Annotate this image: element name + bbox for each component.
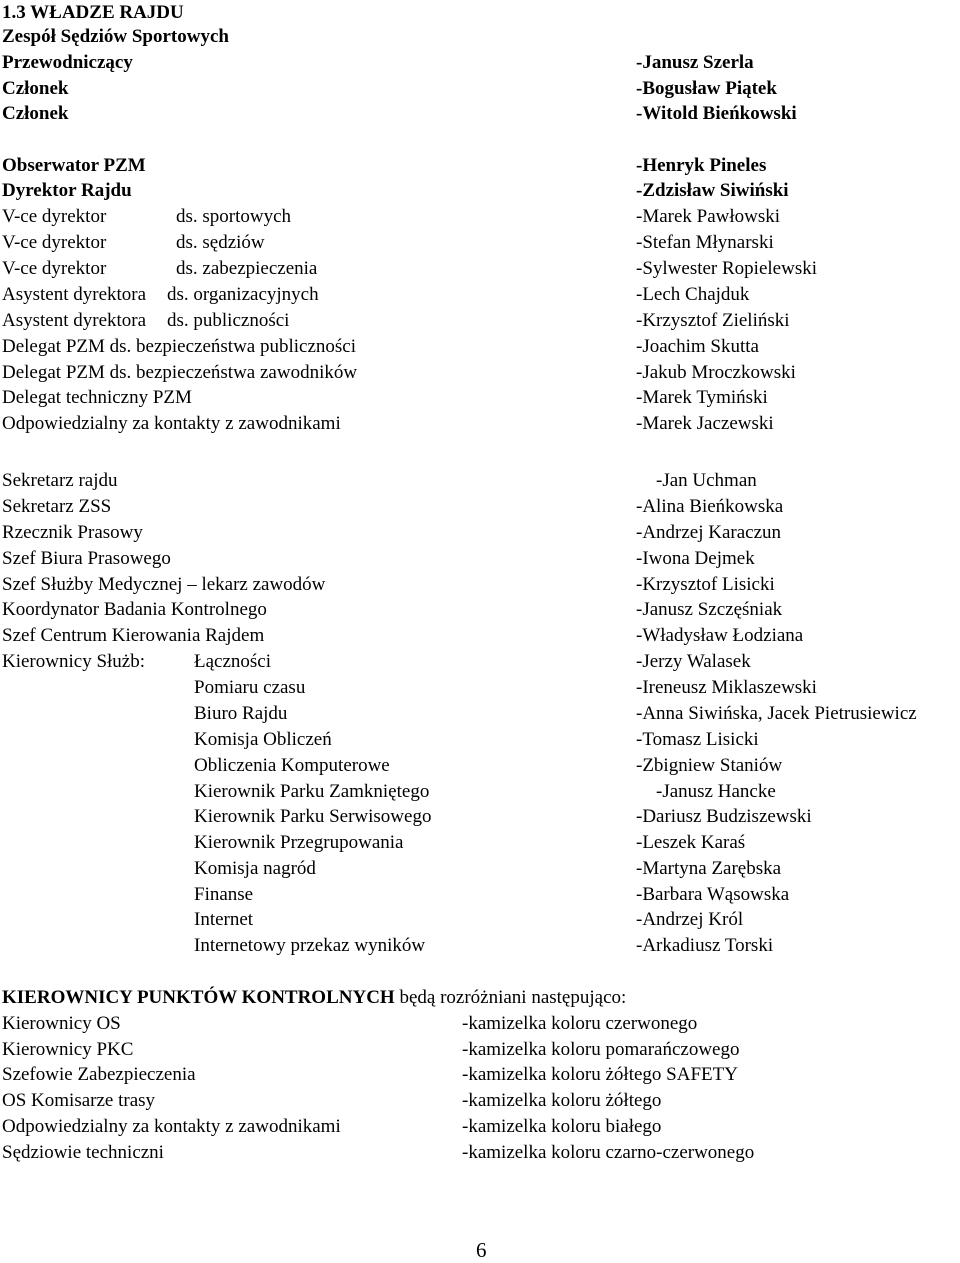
section-title: 1.3 WŁADZE RAJDU xyxy=(2,2,184,23)
judge-name: -Janusz Szerla xyxy=(636,52,754,73)
checkpoint-role: Kierownicy OS xyxy=(2,1013,121,1034)
official-row xyxy=(0,204,960,230)
service-row xyxy=(0,804,960,830)
checkpoints-heading-row xyxy=(0,985,960,1011)
official-row xyxy=(0,230,960,256)
official-role: Obserwator PZM xyxy=(2,155,146,176)
official-role: Asystent dyrektora xyxy=(2,310,147,331)
checkpoint-vest: -kamizelka koloru żółtego SAFETY xyxy=(462,1064,738,1085)
official-name: -Zdzisław Siwiński xyxy=(636,180,789,201)
staff-role: Sekretarz rajdu xyxy=(2,470,118,491)
official-bold-row xyxy=(0,153,960,179)
official-role: Odpowiedzialny za kontakty z zawodnikami xyxy=(2,413,341,434)
official-row xyxy=(0,411,960,437)
staff-row xyxy=(0,494,960,520)
staff-name: -Janusz Szczęśniak xyxy=(636,599,783,620)
checkpoint-row xyxy=(0,1037,960,1063)
official-name: -Marek Tymiński xyxy=(636,387,768,408)
service-person: -Jerzy Walasek xyxy=(636,651,751,672)
official-role: Delegat PZM ds. bezpieczeństwa zawodników xyxy=(2,362,358,383)
official-role: V-ce dyrektor xyxy=(2,206,107,227)
checkpoint-vest: -kamizelka koloru białego xyxy=(462,1116,662,1137)
service-row xyxy=(0,907,960,933)
staff-role: Szef Służby Medycznej – lekarz zawodów xyxy=(2,574,326,595)
service-name: Biuro Rajdu xyxy=(194,703,288,724)
service-name: Pomiaru czasu xyxy=(194,677,306,698)
checkpoints-heading-rest: będą rozróżniani następująco: xyxy=(394,987,627,1008)
service-name: Obliczenia Komputerowe xyxy=(194,755,390,776)
judge-row xyxy=(0,101,960,127)
staff-name: -Alina Bieńkowska xyxy=(636,496,784,517)
staff-row xyxy=(0,520,960,546)
judges-heading: Zespół Sędziów Sportowych xyxy=(2,26,229,47)
section-title-row xyxy=(0,0,960,26)
official-scope: ds. zabezpieczenia xyxy=(176,258,318,279)
staff-name: -Jan Uchman xyxy=(656,470,757,491)
official-role: Delegat techniczny PZM xyxy=(2,387,192,408)
judge-role: Członek xyxy=(2,103,69,124)
staff-row xyxy=(0,623,960,649)
staff-row xyxy=(0,572,960,598)
official-name: -Henryk Pineles xyxy=(636,155,767,176)
official-scope: ds. sportowych xyxy=(176,206,292,227)
staff-role: Rzecznik Prasowy xyxy=(2,522,143,543)
official-name: -Marek Pawłowski xyxy=(636,206,781,227)
page-number: 6 xyxy=(476,1238,487,1262)
staff-name: -Władysław Łodziana xyxy=(636,625,804,646)
service-row xyxy=(0,882,960,908)
official-row xyxy=(0,308,960,334)
official-bold-row xyxy=(0,178,960,204)
official-role: Dyrektor Rajdu xyxy=(2,180,132,201)
official-scope: ds. organizacyjnych xyxy=(167,284,319,305)
service-person: -Dariusz Budziszewski xyxy=(636,806,812,827)
service-name: Kierownik Parku Zamkniętego xyxy=(194,781,430,802)
service-row xyxy=(0,933,960,959)
staff-name: -Andrzej Karaczun xyxy=(636,522,782,543)
service-person: -Leszek Karaś xyxy=(636,832,746,853)
checkpoint-vest: -kamizelka koloru czarno-czerwonego xyxy=(462,1142,755,1163)
official-row xyxy=(0,282,960,308)
services-label: Kierownicy Służb: xyxy=(2,651,146,672)
checkpoint-vest: -kamizelka koloru żółtego xyxy=(462,1090,662,1111)
service-row xyxy=(0,753,960,779)
service-person: -Tomasz Lisicki xyxy=(636,729,759,750)
staff-name: -Krzysztof Lisicki xyxy=(636,574,775,595)
checkpoint-row xyxy=(0,1062,960,1088)
official-scope: ds. publiczności xyxy=(167,310,290,331)
official-name: -Marek Jaczewski xyxy=(636,413,774,434)
official-name: -Sylwester Ropielewski xyxy=(636,258,818,279)
official-row xyxy=(0,256,960,282)
official-role: V-ce dyrektor xyxy=(2,258,107,279)
judge-name: -Witold Bieńkowski xyxy=(636,103,797,124)
judge-row xyxy=(0,50,960,76)
service-row xyxy=(0,649,960,675)
staff-row xyxy=(0,597,960,623)
service-name: Kierownik Parku Serwisowego xyxy=(194,806,432,827)
service-row xyxy=(0,856,960,882)
service-row xyxy=(0,779,960,805)
service-person: -Janusz Hancke xyxy=(656,781,776,802)
service-person: -Andrzej Król xyxy=(636,909,744,930)
service-row xyxy=(0,727,960,753)
staff-role: Sekretarz ZSS xyxy=(2,496,112,517)
checkpoint-row xyxy=(0,1088,960,1114)
official-name: -Lech Chajduk xyxy=(636,284,750,305)
judge-row xyxy=(0,76,960,102)
official-row xyxy=(0,360,960,386)
checkpoint-role: Sędziowie techniczni xyxy=(2,1142,164,1163)
staff-role: Szef Centrum Kierowania Rajdem xyxy=(2,625,265,646)
official-role: Asystent dyrektora xyxy=(2,284,147,305)
checkpoints-heading xyxy=(2,985,626,1011)
service-name: Komisja Obliczeń xyxy=(194,729,332,750)
service-person: -Ireneusz Miklaszewski xyxy=(636,677,817,698)
checkpoint-role: Kierownicy PKC xyxy=(2,1039,134,1060)
official-role: Delegat PZM ds. bezpieczeństwa publiczności xyxy=(2,336,357,357)
service-name: Kierownik Przegrupowania xyxy=(194,832,404,853)
service-row xyxy=(0,830,960,856)
checkpoint-vest: -kamizelka koloru czerwonego xyxy=(462,1013,698,1034)
official-scope: ds. sędziów xyxy=(176,232,265,253)
service-name: Internet xyxy=(194,909,254,930)
service-person: -Anna Siwińska, Jacek Pietrusiewicz xyxy=(636,703,917,724)
official-name: -Stefan Młynarski xyxy=(636,232,774,253)
checkpoints-heading-bold: KIEROWNICY PUNKTÓW KONTROLNYCH xyxy=(2,987,395,1008)
staff-role: Szef Biura Prasowego xyxy=(2,548,171,569)
judge-role: Przewodniczący xyxy=(2,52,133,73)
staff-name: -Iwona Dejmek xyxy=(636,548,755,569)
checkpoint-row xyxy=(0,1011,960,1037)
service-name: Internetowy przekaz wyników xyxy=(194,935,426,956)
service-person: -Zbigniew Staniów xyxy=(636,755,783,776)
service-person: -Martyna Zarębska xyxy=(636,858,782,879)
service-row xyxy=(0,701,960,727)
staff-row xyxy=(0,546,960,572)
checkpoint-role: OS Komisarze trasy xyxy=(2,1090,156,1111)
service-person: -Barbara Wąsowska xyxy=(636,884,790,905)
checkpoint-row xyxy=(0,1114,960,1140)
staff-role: Koordynator Badania Kontrolnego xyxy=(2,599,267,620)
service-name: Komisja nagród xyxy=(194,858,316,879)
judge-name: -Bogusław Piątek xyxy=(636,78,777,99)
service-name: Łączności xyxy=(194,651,272,672)
checkpoint-role: Odpowiedzialny za kontakty z zawodnikami xyxy=(2,1116,341,1137)
staff-row xyxy=(0,468,960,494)
official-name: -Krzysztof Zieliński xyxy=(636,310,790,331)
judges-heading-row xyxy=(0,24,960,50)
service-person: -Arkadiusz Torski xyxy=(636,935,774,956)
service-name: Finanse xyxy=(194,884,254,905)
checkpoint-row xyxy=(0,1140,960,1166)
official-name: -Joachim Skutta xyxy=(636,336,759,357)
official-row xyxy=(0,334,960,360)
judge-role: Członek xyxy=(2,78,69,99)
official-role: V-ce dyrektor xyxy=(2,232,107,253)
checkpoint-vest: -kamizelka koloru pomarańczowego xyxy=(462,1039,740,1060)
official-row xyxy=(0,385,960,411)
service-row xyxy=(0,675,960,701)
official-name: -Jakub Mroczkowski xyxy=(636,362,796,383)
checkpoint-role: Szefowie Zabezpieczenia xyxy=(2,1064,196,1085)
